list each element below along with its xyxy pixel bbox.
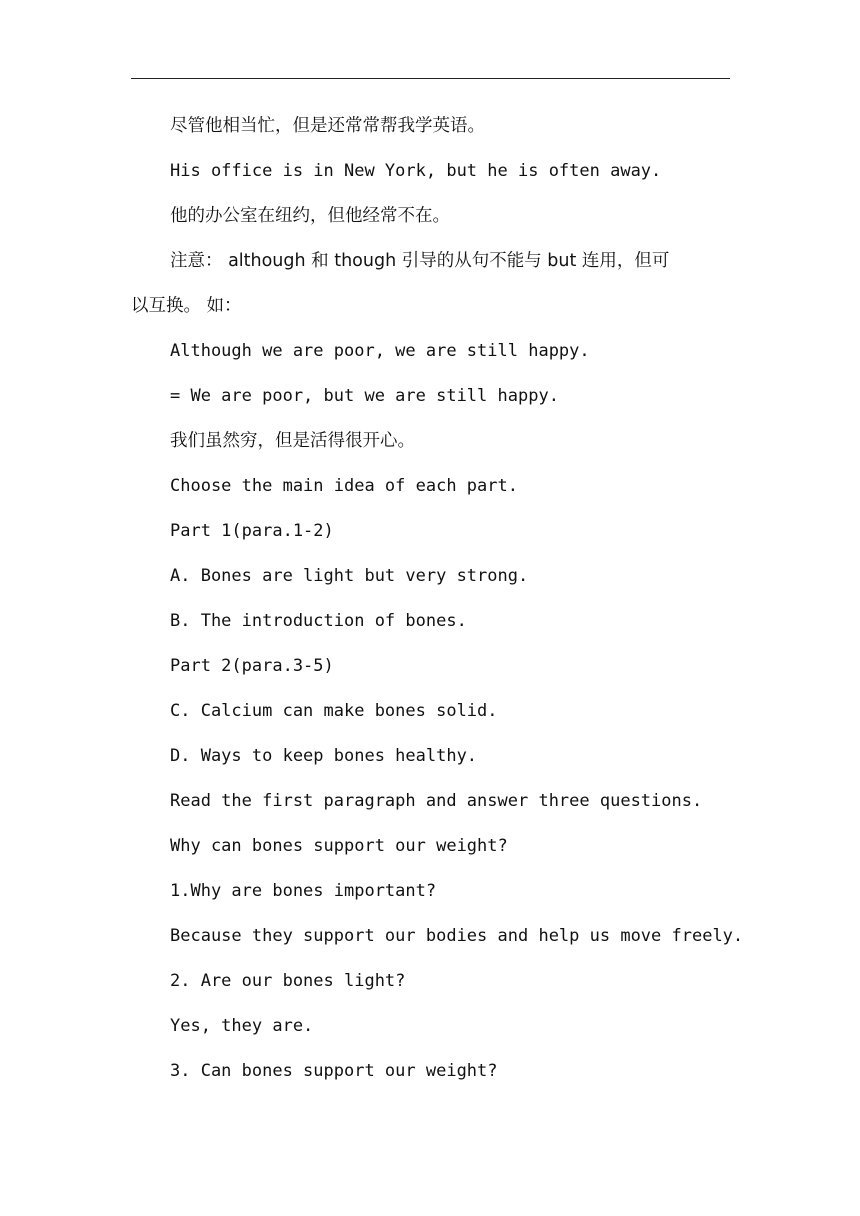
paragraph-line: His office is in New York, but he is often away.: [170, 161, 662, 181]
answer-line: Because they support our bodies and help us move freely.: [170, 926, 744, 946]
question-line: Why can bones support our weight?: [170, 836, 508, 856]
question-line: 1.Why are bones important?: [170, 881, 437, 901]
example-line: = We are poor, but we are still happy.: [170, 386, 559, 406]
note-line: 注意： although 和 though 引导的从句不能与 but 连用，但可: [170, 251, 670, 271]
header-rule: [131, 78, 730, 79]
instruction-line: Choose the main idea of each part.: [170, 476, 518, 496]
instruction-line: Read the first paragraph and answer three questions.: [170, 791, 703, 811]
question-line: 3. Can bones support our weight?: [170, 1061, 498, 1081]
option-line: A. Bones are light but very strong.: [170, 566, 529, 586]
paragraph-line: 尽管他相当忙，但是还常常帮我学英语。: [170, 116, 485, 136]
note-line-continued: 以互换。 如：: [131, 296, 242, 316]
example-translation: 我们虽然穷，但是活得很开心。: [170, 431, 415, 451]
part-heading: Part 2(para.3-5): [170, 656, 334, 676]
answer-line: Yes, they are.: [170, 1016, 314, 1036]
part-heading: Part 1(para.1-2): [170, 521, 334, 541]
option-line: B. The introduction of bones.: [170, 611, 467, 631]
question-line: 2. Are our bones light?: [170, 971, 406, 991]
document-body: [131, 104, 744, 1094]
option-line: D. Ways to keep bones healthy.: [170, 746, 478, 766]
example-line: Although we are poor, we are still happy.: [170, 341, 590, 361]
option-line: C. Calcium can make bones solid.: [170, 701, 498, 721]
paragraph-line: 他的办公室在纽约，但他经常不在。: [170, 206, 450, 226]
